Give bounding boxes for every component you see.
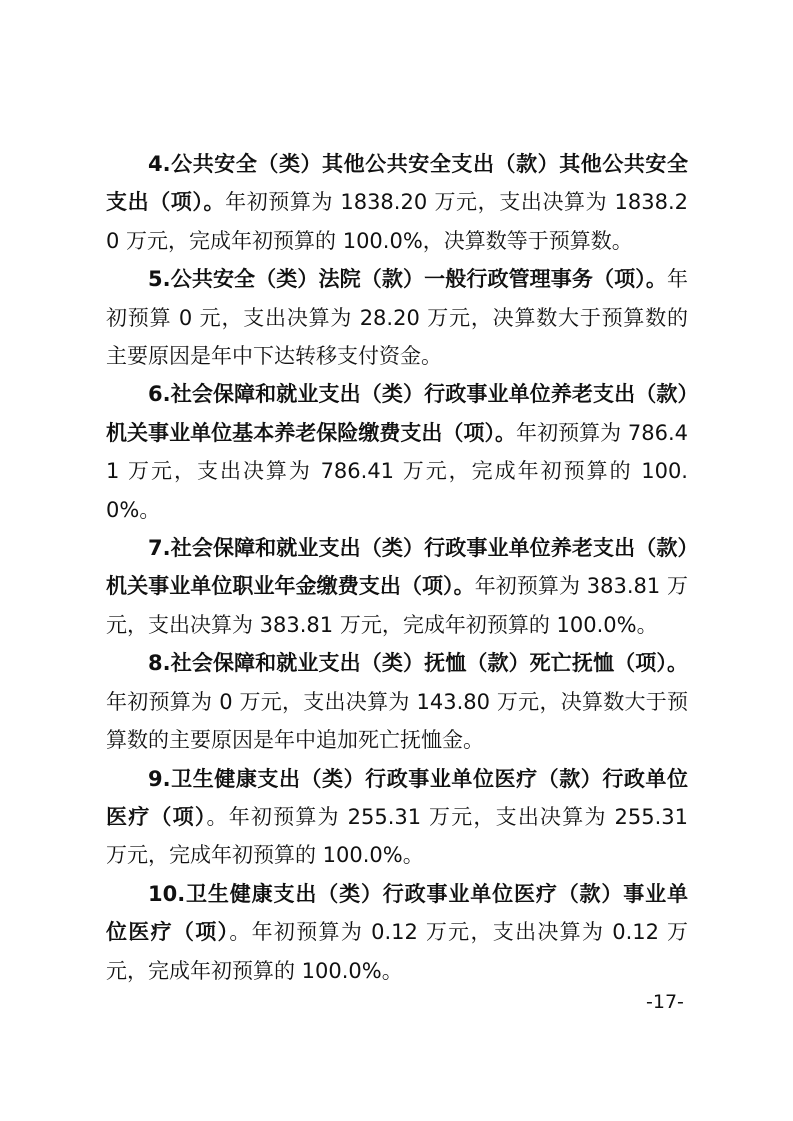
paragraph-text: 。年初预算为 0.12 万元，支出决算为 0.12 万元，完成年初预算的 100.0%。 <box>106 920 689 983</box>
paragraph-item-10 <box>106 875 688 990</box>
paragraph-item-8 <box>106 644 688 759</box>
paragraph-text: 。年初预算为 255.31 万元，支出决算为 255.31 万元，完成年初预算的 100.0%。 <box>106 804 689 868</box>
paragraph-heading: 6.社会保障和就业支出（类）行政事业单位养老支出（款）机关事业单位基本养老保险缴费支出（项）。 <box>106 382 688 445</box>
paragraph-text: 年初预算为 0 万元，支出决算为 143.80 万元，决算数大于预算数的主要原因是年中追加死亡抚恤金。 <box>106 689 688 753</box>
paragraph-item-4 <box>106 145 688 260</box>
paragraph-item-9 <box>106 760 688 875</box>
paragraph-text: 年初预算 0 元，支出决算为 28.20 万元，决算数大于预算数的主要原因是年中下达转移支付资金。 <box>106 267 688 369</box>
paragraph-heading: 4.公共安全（类）其他公共安全支出（款）其他公共安全支出（项）。 <box>106 152 688 215</box>
paragraph-text: 年初预算为 383.81 万元，支出决算为 383.81 万元，完成年初预算的 100.0%。 <box>106 574 688 637</box>
page-number: -17- <box>646 991 684 1013</box>
paragraph-heading: 8.社会保障和就业支出（类）抚恤（款）死亡抚恤（项）。 <box>148 651 688 676</box>
paragraph-text: 年初预算为 786.41 万元，支出决算为 786.41 万元，完成年初预算的 100.0%。 <box>106 420 689 522</box>
paragraph-heading: 10.卫生健康支出（类）行政事业单位医疗（款）事业单位医疗（项） <box>106 881 688 945</box>
paragraph-heading: 5.公共安全（类）法院（款）一般行政管理事务（项）。 <box>148 267 667 292</box>
paragraph-heading: 7.社会保障和就业支出（类）行政事业单位养老支出（款）机关事业单位职业年金缴费支出（项）。 <box>106 536 688 599</box>
body-text <box>106 145 688 990</box>
paragraph-heading: 9.卫生健康支出（类）行政事业单位医疗（款）行政单位医疗（项） <box>106 766 688 829</box>
paragraph-text: 年初预算为 1838.20 万元，支出决算为 1838.20 万元，完成年初预算的 100.0%，决算数等于预算数。 <box>106 190 688 253</box>
paragraph-item-5 <box>106 260 688 375</box>
paragraph-item-7 <box>106 529 688 644</box>
paragraph-item-6 <box>106 375 688 529</box>
